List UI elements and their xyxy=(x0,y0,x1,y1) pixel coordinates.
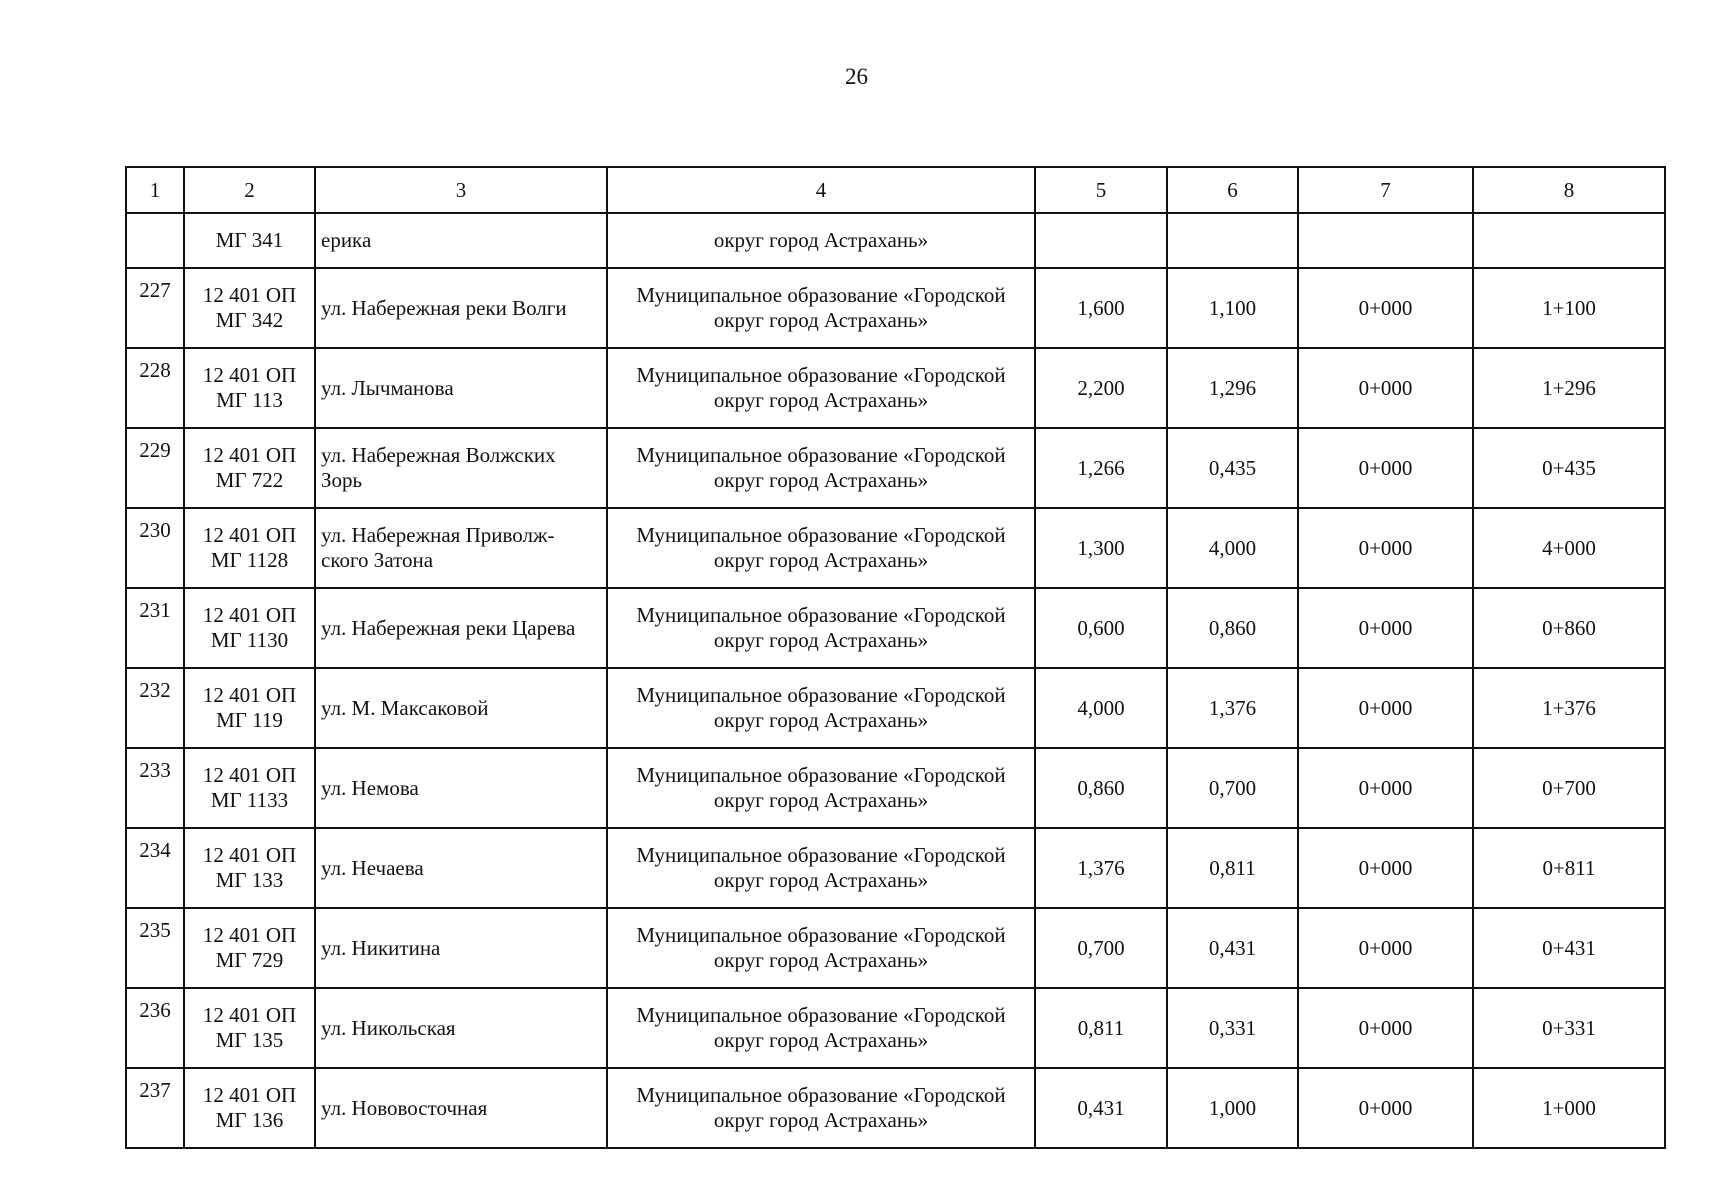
owner-cell xyxy=(607,588,1035,668)
table-row xyxy=(126,748,1665,828)
road-code-cell-line: 12 401 ОП xyxy=(202,443,297,467)
owner-cell xyxy=(607,213,1035,268)
owner-cell-line: Муниципальное образование «Городской xyxy=(636,683,1006,707)
value-cell-6: 0,700 xyxy=(1167,748,1298,828)
road-name-cell-line: ерика xyxy=(321,228,372,252)
road-code-cell xyxy=(184,508,315,588)
value-cell-7: 0+000 xyxy=(1298,508,1473,588)
road-name-cell xyxy=(315,668,607,748)
road-code-cell-line: 12 401 ОП xyxy=(202,923,297,947)
road-name-cell xyxy=(315,748,607,828)
owner-cell-line: Муниципальное образование «Городской xyxy=(636,1083,1006,1107)
value-cell-7: 0+000 xyxy=(1298,268,1473,348)
road-code-cell-line: МГ 136 xyxy=(215,1108,284,1132)
value-cell-7: 0+000 xyxy=(1298,1068,1473,1148)
owner-cell xyxy=(607,348,1035,428)
column-header: 4 xyxy=(607,167,1035,213)
road-code-cell-line: МГ 1130 xyxy=(210,628,289,652)
road-name-cell xyxy=(315,1068,607,1148)
road-name-cell-line: ул. Набережная реки Волги xyxy=(321,295,567,320)
road-code-cell-line: 12 401 ОП xyxy=(202,683,297,707)
value-cell-8: 0+811 xyxy=(1473,828,1665,908)
value-cell-6: 1,296 xyxy=(1167,348,1298,428)
road-code-cell xyxy=(184,988,315,1068)
value-cell-7: 0+000 xyxy=(1298,748,1473,828)
value-cell-7: 0+000 xyxy=(1298,988,1473,1068)
value-cell-8: 1+100 xyxy=(1473,268,1665,348)
road-code-cell-line: МГ 341 xyxy=(215,228,284,252)
row-number-cell: 232 xyxy=(126,668,184,748)
owner-cell-line: Муниципальное образование «Городской xyxy=(636,763,1006,787)
road-code-cell-line: 12 401 ОП xyxy=(202,523,297,547)
column-header: 1 xyxy=(126,167,184,213)
table-row xyxy=(126,213,1665,268)
road-name-cell xyxy=(315,428,607,508)
value-cell-8: 0+331 xyxy=(1473,988,1665,1068)
value-cell-5: 2,200 xyxy=(1035,348,1167,428)
road-name-cell xyxy=(315,268,607,348)
road-name-cell xyxy=(315,348,607,428)
road-name-cell xyxy=(315,213,607,268)
value-cell-5: 0,700 xyxy=(1035,908,1167,988)
column-header: 2 xyxy=(184,167,315,213)
road-code-cell-line: 12 401 ОП xyxy=(202,603,297,627)
owner-cell-line: Муниципальное образование «Городской xyxy=(636,363,1006,387)
road-name-cell xyxy=(315,988,607,1068)
value-cell-5: 1,266 xyxy=(1035,428,1167,508)
road-name-cell-line: ского Затона xyxy=(321,548,434,572)
column-header: 6 xyxy=(1167,167,1298,213)
owner-cell-line: округ город Астрахань» xyxy=(713,708,929,732)
owner-cell-line: округ город Астрахань» xyxy=(713,1028,929,1052)
value-cell-5: 0,860 xyxy=(1035,748,1167,828)
road-name-cell xyxy=(315,588,607,668)
road-name-cell xyxy=(315,908,607,988)
roads-table xyxy=(125,166,1666,1149)
owner-cell-line: округ город Астрахань» xyxy=(713,628,929,652)
row-number-cell: 230 xyxy=(126,508,184,588)
owner-cell-line: Муниципальное образование «Городской xyxy=(636,443,1006,467)
road-code-cell-line: МГ 133 xyxy=(215,868,284,892)
table-row xyxy=(126,508,1665,588)
road-code-cell-line: 12 401 ОП xyxy=(202,363,297,387)
road-code-cell xyxy=(184,668,315,748)
owner-cell xyxy=(607,828,1035,908)
road-code-cell xyxy=(184,268,315,348)
owner-cell xyxy=(607,748,1035,828)
road-name-cell-line: ул. Набережная Волжских xyxy=(321,443,556,467)
road-name-cell-line: ул. Немова xyxy=(321,775,419,800)
table-row xyxy=(126,268,1665,348)
value-cell-8: 0+431 xyxy=(1473,908,1665,988)
owner-cell-line: округ город Астрахань» xyxy=(713,868,929,892)
owner-cell xyxy=(607,988,1035,1068)
road-code-cell-line: МГ 722 xyxy=(215,468,284,492)
owner-cell xyxy=(607,428,1035,508)
owner-cell xyxy=(607,1068,1035,1148)
value-cell-7: 0+000 xyxy=(1298,428,1473,508)
column-number-row xyxy=(126,167,1665,213)
owner-cell xyxy=(607,268,1035,348)
owner-cell-line: округ город Астрахань» xyxy=(713,308,929,332)
row-number-cell: 233 xyxy=(126,748,184,828)
owner-cell-line: округ город Астрахань» xyxy=(713,788,929,812)
value-cell-7: 0+000 xyxy=(1298,908,1473,988)
owner-cell-line: Муниципальное образование «Городской xyxy=(636,283,1006,307)
row-number-cell: 228 xyxy=(126,348,184,428)
table-row xyxy=(126,348,1665,428)
owner-cell-line: Муниципальное образование «Городской xyxy=(636,603,1006,627)
owner-cell-line: Муниципальное образование «Городской xyxy=(636,523,1006,547)
table-row xyxy=(126,908,1665,988)
value-cell-7 xyxy=(1298,213,1473,268)
value-cell-8: 0+435 xyxy=(1473,428,1665,508)
owner-cell xyxy=(607,668,1035,748)
value-cell-7: 0+000 xyxy=(1298,348,1473,428)
value-cell-8: 0+700 xyxy=(1473,748,1665,828)
owner-cell xyxy=(607,508,1035,588)
road-code-cell xyxy=(184,908,315,988)
owner-cell-line: Муниципальное образование «Городской xyxy=(636,1003,1006,1027)
road-code-cell-line: МГ 1133 xyxy=(210,788,289,812)
value-cell-8: 0+860 xyxy=(1473,588,1665,668)
owner-cell-line: Муниципальное образование «Городской xyxy=(636,923,1006,947)
table-row xyxy=(126,668,1665,748)
value-cell-8: 4+000 xyxy=(1473,508,1665,588)
row-number-cell xyxy=(126,213,184,268)
road-code-cell xyxy=(184,588,315,668)
road-name-cell-line: Зорь xyxy=(321,468,363,492)
value-cell-6: 1,376 xyxy=(1167,668,1298,748)
owner-cell-line: округ город Астрахань» xyxy=(713,548,929,572)
road-code-cell-line: 12 401 ОП xyxy=(202,843,297,867)
road-code-cell-line: МГ 1128 xyxy=(210,548,289,572)
table-body xyxy=(126,213,1665,1148)
road-name-cell-line: ул. Лычманова xyxy=(321,375,454,400)
value-cell-8: 1+000 xyxy=(1473,1068,1665,1148)
road-name-cell-line: ул. Нечаева xyxy=(321,855,424,880)
road-code-cell-line: МГ 729 xyxy=(215,948,284,972)
road-code-cell-line: 12 401 ОП xyxy=(202,763,297,787)
road-code-cell xyxy=(184,748,315,828)
value-cell-5: 4,000 xyxy=(1035,668,1167,748)
road-name-cell-line: ул. Никольская xyxy=(321,1015,456,1040)
value-cell-7: 0+000 xyxy=(1298,828,1473,908)
owner-cell-line: округ город Астрахань» xyxy=(713,1108,929,1132)
road-code-cell-line: МГ 119 xyxy=(216,708,283,732)
row-number-cell: 234 xyxy=(126,828,184,908)
road-code-cell xyxy=(184,828,315,908)
row-number-cell: 237 xyxy=(126,1068,184,1148)
road-code-cell xyxy=(184,428,315,508)
value-cell-7: 0+000 xyxy=(1298,668,1473,748)
value-cell-5 xyxy=(1035,213,1167,268)
row-number-cell: 231 xyxy=(126,588,184,668)
column-header: 8 xyxy=(1473,167,1665,213)
value-cell-8: 1+376 xyxy=(1473,668,1665,748)
table-row xyxy=(126,1068,1665,1148)
road-code-cell-line: МГ 342 xyxy=(215,308,284,332)
row-number-cell: 227 xyxy=(126,268,184,348)
owner-cell-line: округ город Астрахань» xyxy=(713,948,929,972)
table-row xyxy=(126,828,1665,908)
owner-cell-line: округ город Астрахань» xyxy=(713,468,929,492)
value-cell-6: 4,000 xyxy=(1167,508,1298,588)
road-name-cell xyxy=(315,828,607,908)
road-name-cell-line: ул. Набережная Приволж- xyxy=(321,523,555,547)
row-number-cell: 236 xyxy=(126,988,184,1068)
road-code-cell xyxy=(184,348,315,428)
page-number: 26 xyxy=(845,64,868,89)
value-cell-6: 1,100 xyxy=(1167,268,1298,348)
row-number-cell: 235 xyxy=(126,908,184,988)
table-row xyxy=(126,428,1665,508)
value-cell-5: 0,811 xyxy=(1035,988,1167,1068)
value-cell-7: 0+000 xyxy=(1298,588,1473,668)
road-code-cell-line: 12 401 ОП xyxy=(202,1003,297,1027)
road-code-cell xyxy=(184,1068,315,1148)
column-header: 5 xyxy=(1035,167,1167,213)
row-number-cell: 229 xyxy=(126,428,184,508)
owner-cell-line: Муниципальное образование «Городской xyxy=(636,843,1006,867)
road-name-cell xyxy=(315,508,607,588)
value-cell-5: 0,431 xyxy=(1035,1068,1167,1148)
value-cell-6: 1,000 xyxy=(1167,1068,1298,1148)
value-cell-5: 0,600 xyxy=(1035,588,1167,668)
table-row xyxy=(126,988,1665,1068)
road-code-cell-line: МГ 113 xyxy=(216,388,283,412)
owner-cell xyxy=(607,908,1035,988)
table-row xyxy=(126,588,1665,668)
road-name-cell-line: ул. М. Максаковой xyxy=(321,695,489,720)
value-cell-6: 0,435 xyxy=(1167,428,1298,508)
value-cell-6: 0,811 xyxy=(1167,828,1298,908)
road-name-cell-line: ул. Нововосточная xyxy=(321,1095,488,1120)
value-cell-6: 0,431 xyxy=(1167,908,1298,988)
road-code-cell xyxy=(184,213,315,268)
value-cell-8 xyxy=(1473,213,1665,268)
value-cell-5: 1,376 xyxy=(1035,828,1167,908)
column-header: 7 xyxy=(1298,167,1473,213)
value-cell-5: 1,600 xyxy=(1035,268,1167,348)
value-cell-6: 0,860 xyxy=(1167,588,1298,668)
road-name-cell-line: ул. Набережная реки Царева xyxy=(321,615,576,640)
column-header: 3 xyxy=(315,167,607,213)
value-cell-6 xyxy=(1167,213,1298,268)
value-cell-8: 1+296 xyxy=(1473,348,1665,428)
owner-cell-line: округ город Астрахань» xyxy=(713,228,929,252)
owner-cell-line: округ город Астрахань» xyxy=(713,388,929,412)
road-code-cell-line: 12 401 ОП xyxy=(202,283,297,307)
road-name-cell-line: ул. Никитина xyxy=(321,935,441,960)
road-code-cell-line: МГ 135 xyxy=(215,1028,284,1052)
road-code-cell-line: 12 401 ОП xyxy=(202,1083,297,1107)
value-cell-5: 1,300 xyxy=(1035,508,1167,588)
value-cell-6: 0,331 xyxy=(1167,988,1298,1068)
